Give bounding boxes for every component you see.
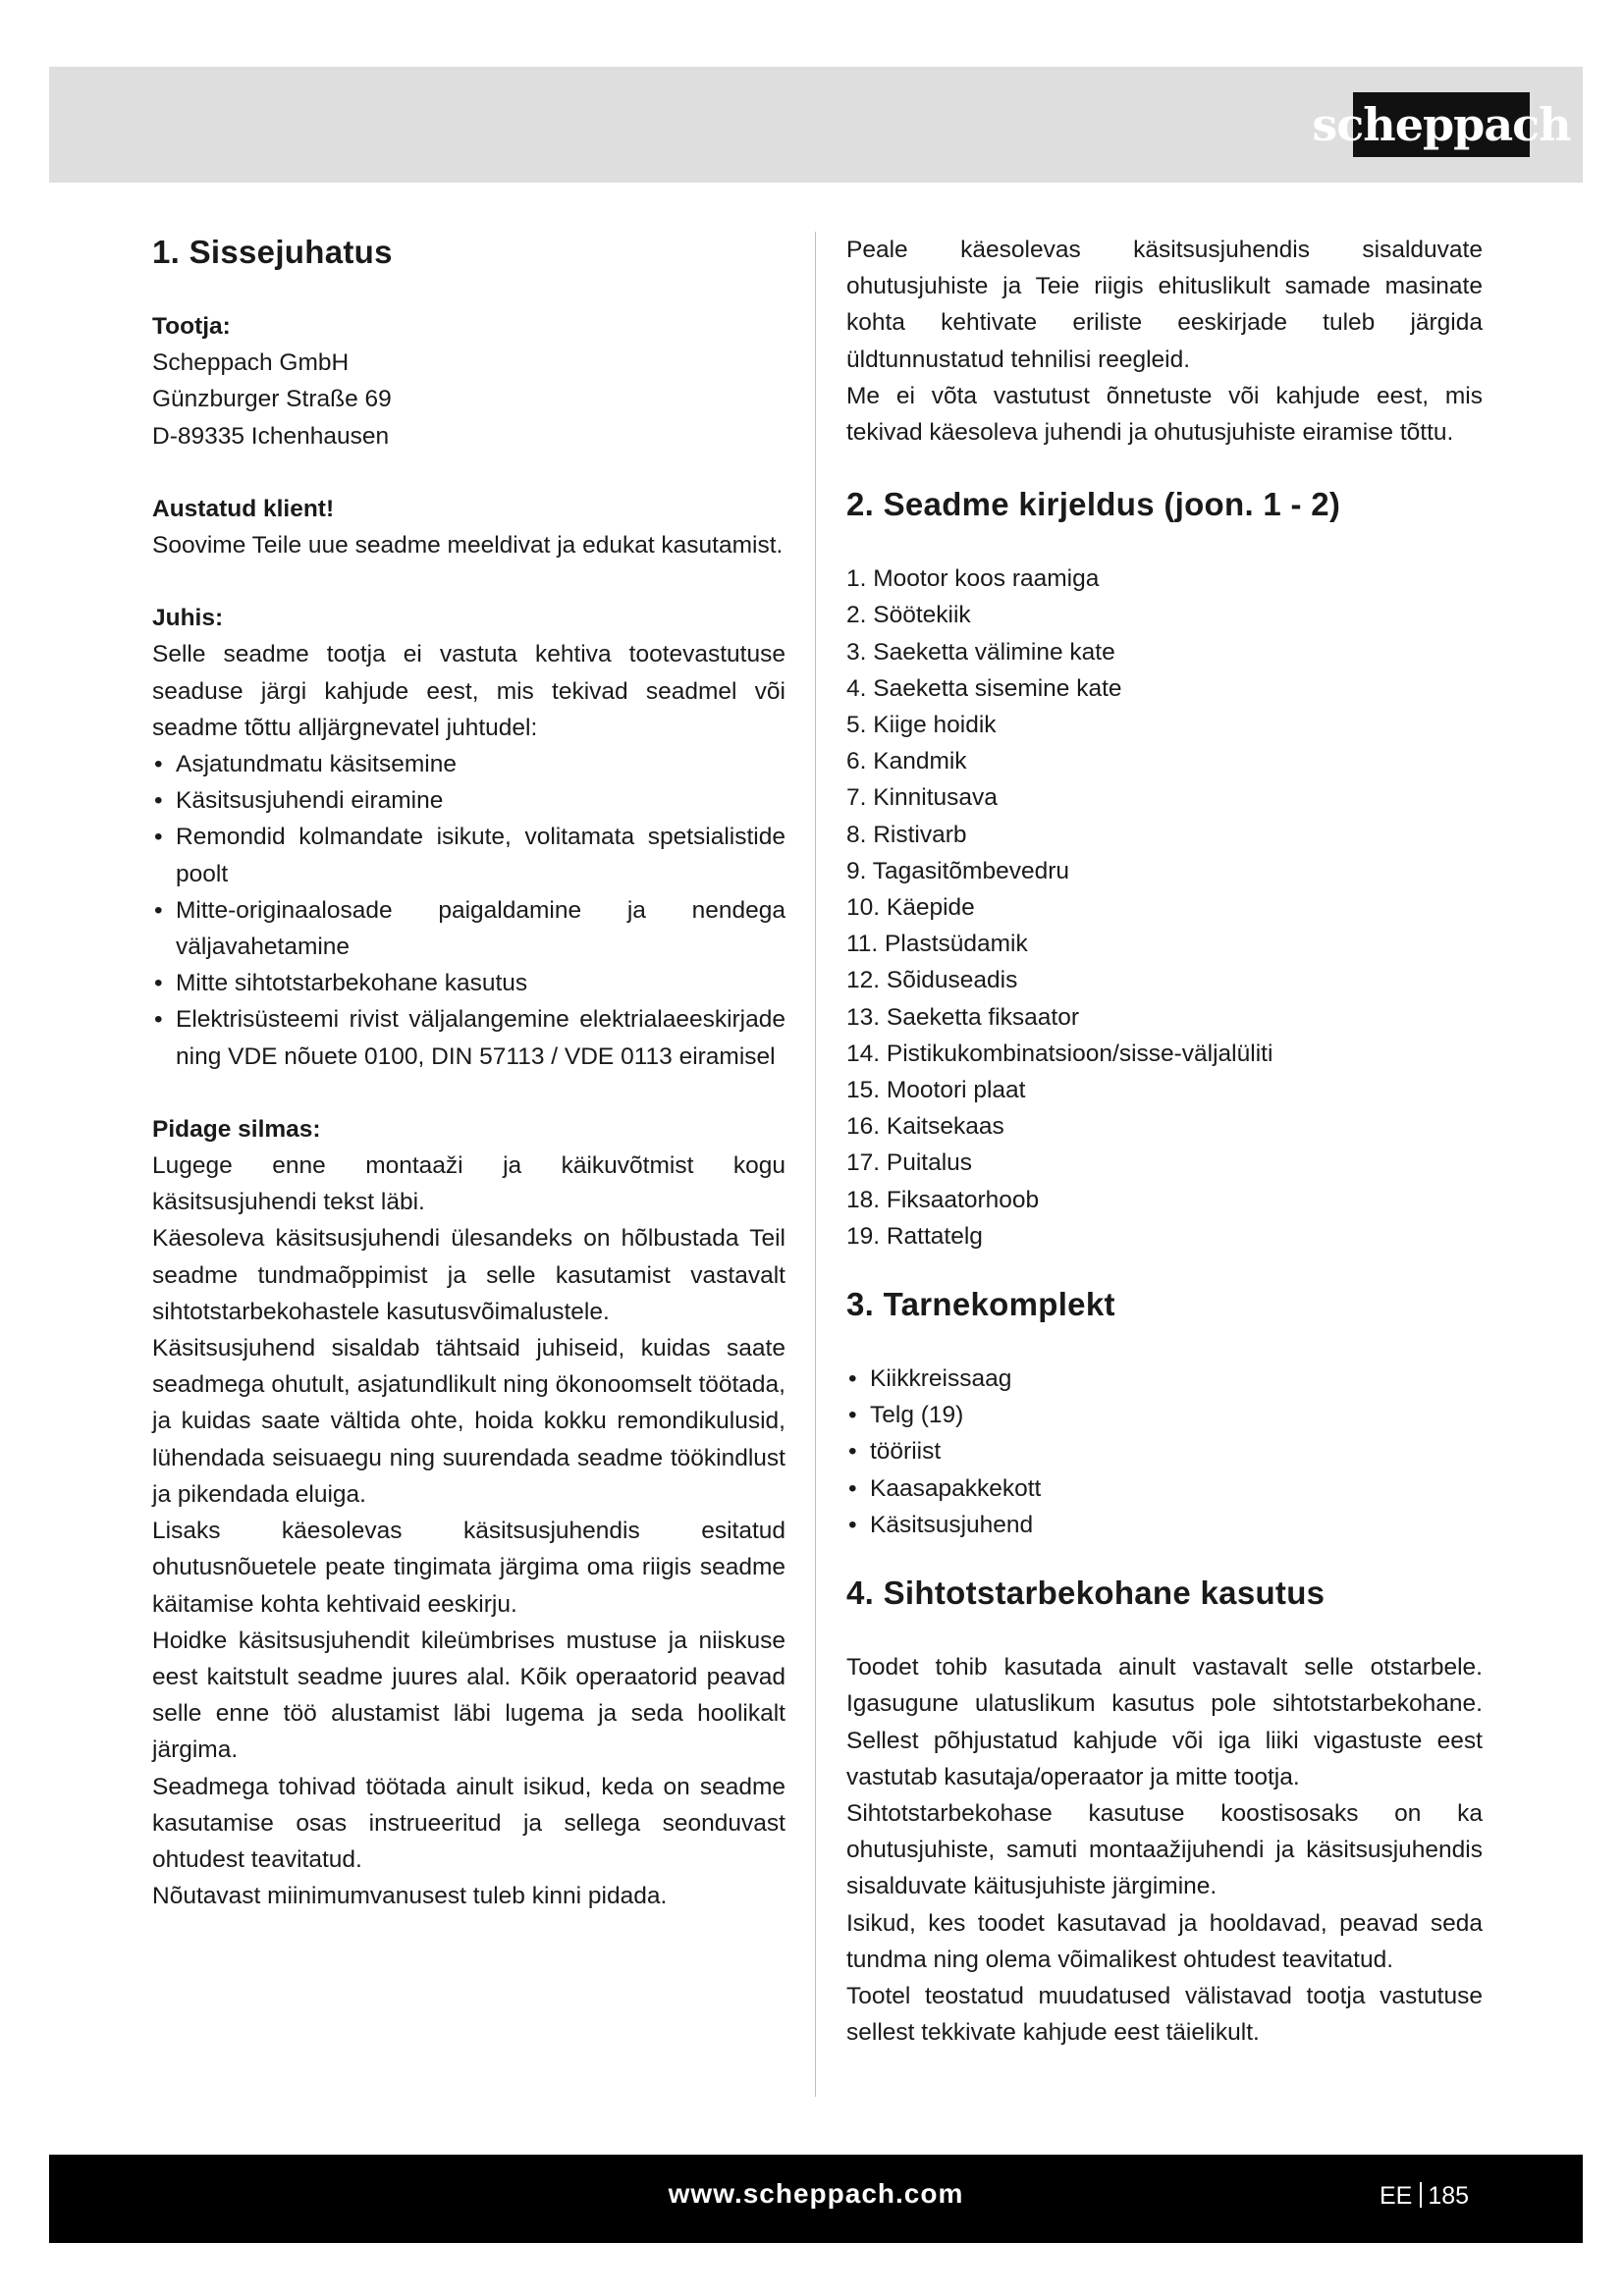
note-block	[152, 600, 785, 1075]
section-1-title: 1. Sissejuhatus	[152, 234, 393, 270]
paragraph: Peale käesolevas käsitsusjuhendis sisalduvate ohutusjuhiste ja Teie riigis ehituslikult samade masinate kohta kehtivate eriliste eeskirjade tuleb järgida üldtunnustatud tehnilisi reegleid.	[846, 237, 1483, 373]
list-item: 12. Sõiduseadis	[846, 967, 1018, 994]
list-item: 13. Saeketta fiksaator	[846, 1003, 1079, 1031]
list-item: 9. Tagasitõmbevedru	[846, 857, 1069, 884]
customer-block	[152, 491, 785, 563]
list-item: • Mitte-originaalosade paigaldamine ja nendega väljavahetamine	[152, 892, 785, 965]
list-item: • Kiikkreissaag	[846, 1361, 1483, 1397]
list-item: 16. Kaitsekaas	[846, 1113, 1004, 1141]
list-item: • Kaasapakkekott	[846, 1470, 1483, 1507]
list-item: 3. Saeketta välimine kate	[846, 638, 1115, 666]
list-item: • Telg (19)	[846, 1397, 1483, 1433]
paragraph: Seadmega tohivad töötada ainult isikud, keda on seadme kasutamise osas instrueeritud ja sellega seonduvast ohtudest teavitatud.	[152, 1773, 785, 1873]
paragraph: Toodet tohib kasutada ainult vastavalt selle otstarbele. Igasugune ulatuslikum kasutus pole sihtotstarbekohane. Sellest põhjustatud kahjude või iga liiki vigastuste eest vastutab kasutaja/operaator ja mitte tootja.	[846, 1654, 1483, 1790]
manufacturer-line: Günzburger Straße 69	[152, 386, 392, 413]
header-band	[49, 67, 1583, 183]
left-column	[152, 232, 785, 1914]
list-item: 17. Puitalus	[846, 1149, 973, 1177]
list-item: 2. Söötekiik	[846, 602, 971, 629]
customer-text: Soovime Teile uue seadme meeldivat ja edukat kasutamist.	[152, 532, 784, 560]
column-divider	[815, 232, 816, 2097]
paragraph: Sihtotstarbekohase kasutuse koostisosaks on ka ohutusjuhiste, samuti montaažijuhendi ja käsitsusjuhendis sisalduvate käitusjuhiste järgimine.	[846, 1799, 1483, 1900]
attention-block	[152, 1111, 785, 1914]
liability-exclusion-list	[152, 746, 785, 1075]
paragraph: Käsitsusjuhend sisaldab tähtsaid juhiseid, kuidas saate seadmega ohutult, asjatundlikult ning ökonoomselt töötada, ja kuidas saate vältida ohte, hoida kokku remondikulusid, lühendada seisuaegu ning suurendada seadme töökindlust ja pikendada eluiga.	[152, 1335, 785, 1508]
manufacturer-label: Tootja:	[152, 313, 231, 340]
customer-label: Austatud klient!	[152, 495, 335, 522]
list-item: 6. Kandmik	[846, 748, 967, 775]
attention-label: Pidage silmas:	[152, 1115, 321, 1143]
brand-logo-text: scheppach	[1312, 98, 1571, 151]
section-2-title: 2. Seadme kirjeldus (joon. 1 - 2)	[846, 486, 1341, 523]
list-item: • tööriist	[846, 1433, 1483, 1469]
paragraph: Nõutavast miinimumvanusest tuleb kinni pidada.	[152, 1883, 668, 1910]
section-3-title: 3. Tarnekomplekt	[846, 1286, 1115, 1323]
paragraph: Me ei võta vastutust õnnetuste või kahjude eest, mis tekivad käesoleva juhendi ja ohutusjuhiste eiramise tõttu.	[846, 382, 1483, 447]
list-item: • Asjatundmatu käsitsemine	[152, 746, 785, 782]
list-item: • Käsitsusjuhendi eiramine	[152, 782, 785, 819]
manufacturer-line: Scheppach GmbH	[152, 349, 350, 377]
footer-band	[49, 2155, 1583, 2243]
paragraph: Käesoleva käsitsusjuhendi ülesandeks on hõlbustada Teil seadme tundmaõppimist ja selle kasutamist vastavalt sihtotstarbekohastele kasutusvõimalustele.	[152, 1225, 785, 1325]
section-4-title: 4. Sihtotstarbekohane kasutus	[846, 1575, 1326, 1612]
manufacturer-line: D-89335 Ichenhausen	[152, 422, 390, 450]
paragraph: Isikud, kes toodet kasutavad ja hooldavad, peavad seda tundma ning olema võimalikest ohtudest teavitatud.	[846, 1909, 1483, 1973]
list-item: • Mitte sihtotstarbekohane kasutus	[152, 965, 785, 1001]
page-number: 185	[1428, 2182, 1470, 2210]
list-item: 19. Rattatelg	[846, 1222, 983, 1250]
delivery-list	[846, 1361, 1483, 1543]
brand-logo	[1312, 92, 1571, 157]
list-item: 4. Saeketta sisemine kate	[846, 674, 1122, 702]
list-item: 8. Ristivarb	[846, 821, 967, 848]
list-item: 1. Mootor koos raamiga	[846, 565, 1100, 593]
list-item: 18. Fiksaatorhoob	[846, 1186, 1040, 1213]
list-item: 5. Kiige hoidik	[846, 712, 997, 739]
list-item: • Elektrisüsteemi rivist väljalangemine elektrialaeeskirjade ning VDE nõuete 0100, DIN 57113 / VDE 0113 eiramisel	[152, 1001, 785, 1074]
note-intro: Selle seadme tootja ei vastuta kehtiva tootevastutuse seaduse järgi kahjude eest, mis tekivad seadmel või seadme tõttu alljärgnevatel juhtudel:	[152, 641, 785, 741]
list-item: 7. Kinnitusava	[846, 784, 998, 812]
paragraph: Lisaks käesolevas käsitsusjuhendis esitatud ohutusnõuetele peate tingimata järgima oma riigis seadme käitamise kohta kehtivaid eeskirju.	[152, 1518, 785, 1618]
parts-list	[846, 561, 1483, 1255]
right-column	[846, 232, 1483, 2051]
list-item: 10. Käepide	[846, 894, 975, 922]
paragraph: Lugege enne montaaži ja käikuvõtmist kogu käsitsusjuhendi tekst läbi.	[152, 1152, 785, 1216]
list-item: • Käsitsusjuhend	[846, 1507, 1483, 1543]
paragraph: Hoidke käsitsusjuhendit kileümbrises mustuse ja niiskuse eest kaitstult seadme juures alal. Kõik operaatorid peavad selle enne töö alustamist läbi lugema ja seda hoolikalt järgima.	[152, 1627, 785, 1764]
list-item: 11. Plastsüdamik	[846, 931, 1028, 958]
website-link[interactable]: www.scheppach.com	[668, 2178, 964, 2209]
note-label: Juhis:	[152, 605, 224, 632]
page-separator	[1420, 2182, 1422, 2208]
list-item: 14. Pistikukombinatsioon/sisse-väljalüliti	[846, 1040, 1273, 1067]
list-item: • Remondid kolmandate isikute, volitamata spetsialistide poolt	[152, 819, 785, 891]
list-item: 15. Mootori plaat	[846, 1077, 1026, 1104]
page-indicator	[1380, 2182, 1469, 2211]
manufacturer-block	[152, 308, 785, 454]
paragraph: Tootel teostatud muudatused välistavad tootja vastutuse sellest tekkivate kahjude eest täielikult.	[846, 1982, 1483, 2047]
language-code: EE	[1380, 2182, 1413, 2210]
